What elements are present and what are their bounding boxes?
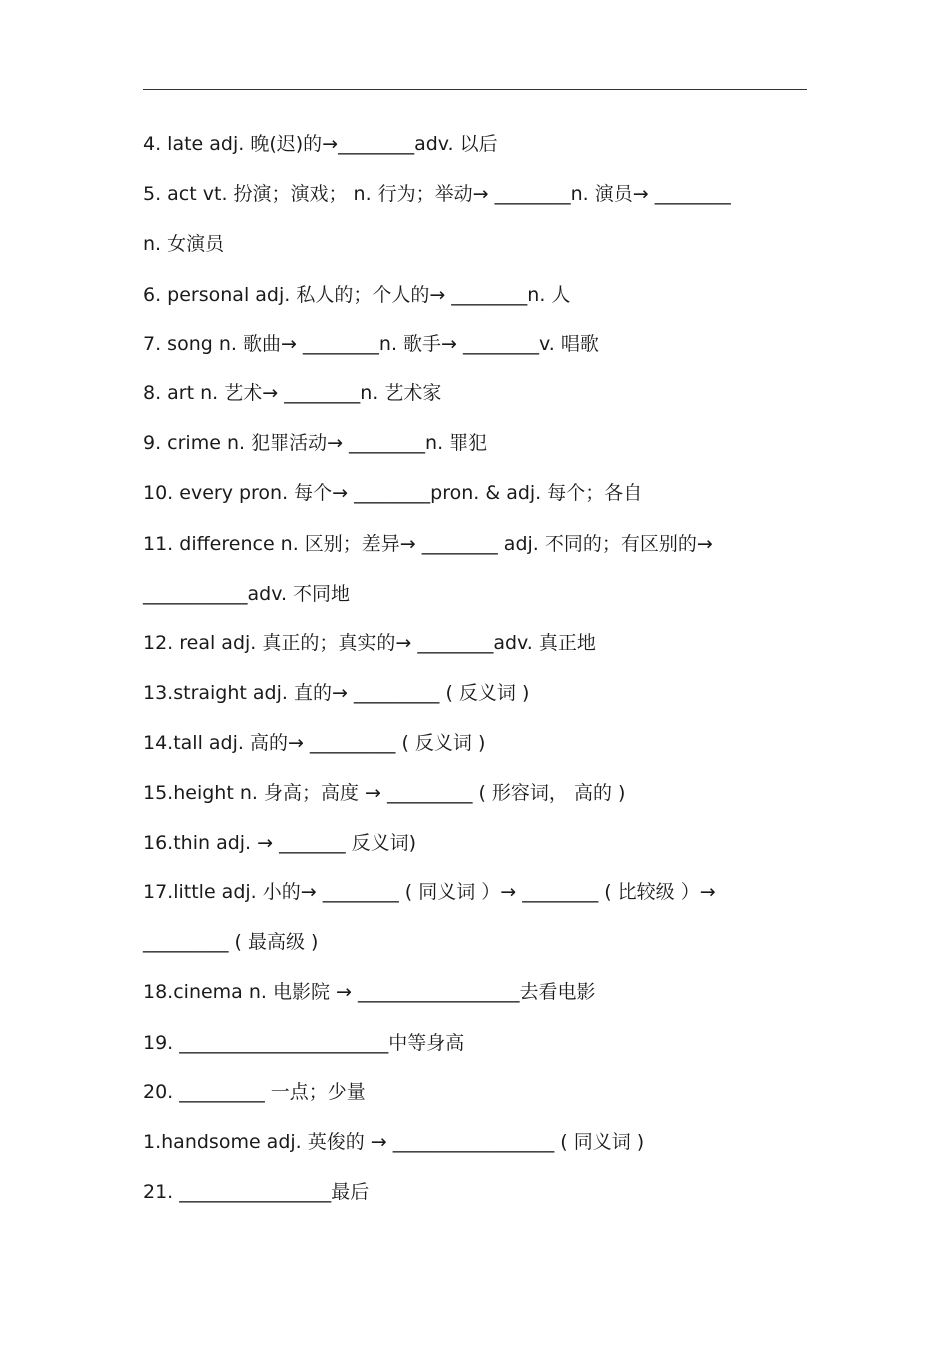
vocab-line-15: 15.height n. 身高；高度 → _________ ( 形容词， 高的 ) [143, 782, 626, 804]
vocab-line-5-cont: n. 女演员 [143, 233, 225, 255]
vocab-line-14: 14.tall adj. 高的→ _________ ( 反义词 ) [143, 732, 486, 754]
vocab-line-6: 6. personal adj. 私人的；个人的→ ________n. 人 [143, 284, 571, 306]
vocab-line-8: 8. art n. 艺术→ ________n. 艺术家 [143, 382, 442, 404]
vocab-line-19: 19. ______________________中等身高 [143, 1032, 465, 1054]
vocab-line-17-cont: _________ ( 最高级 ) [143, 931, 319, 953]
vocab-line-12: 12. real adj. 真正的；真实的→ ________adv. 真正地 [143, 632, 596, 654]
vocab-line-4: 4. late adj. 晚(迟)的→________adv. 以后 [143, 133, 498, 155]
vocab-line-20: 20. _________ 一点；少量 [143, 1081, 366, 1103]
vocab-line-21: 21. ________________最后 [143, 1181, 370, 1203]
vocab-line-18: 18.cinema n. 电影院 → _________________去看电影 [143, 981, 596, 1003]
top-rule [143, 89, 807, 90]
vocab-line-17: 17.little adj. 小的→ ________ ( 同义词 ）→ ________ ( 比较级 ）→ [143, 881, 716, 903]
vocab-line-10: 10. every pron. 每个→ ________pron. & adj. 每个；各自 [143, 482, 643, 504]
vocab-line-handsome: 1.handsome adj. 英俊的 → _________________ ( 同义词 ) [143, 1131, 645, 1153]
vocab-line-16: 16.thin adj. → _______ 反义词) [143, 832, 417, 854]
vocab-line-11: 11. difference n. 区别；差异→ ________ adj. 不同的；有区别的→ [143, 533, 713, 555]
vocab-line-13: 13.straight adj. 直的→ _________ ( 反义词 ) [143, 682, 530, 704]
vocab-line-5: 5. act vt. 扮演；演戏； n. 行为；举动→ ________n. 演员→ ________ [143, 183, 731, 205]
vocab-line-9: 9. crime n. 犯罪活动→ ________n. 罪犯 [143, 432, 488, 454]
vocab-line-7: 7. song n. 歌曲→ ________n. 歌手→ ________v. 唱歌 [143, 333, 599, 355]
vocab-line-11-cont: ___________adv. 不同地 [143, 583, 351, 605]
